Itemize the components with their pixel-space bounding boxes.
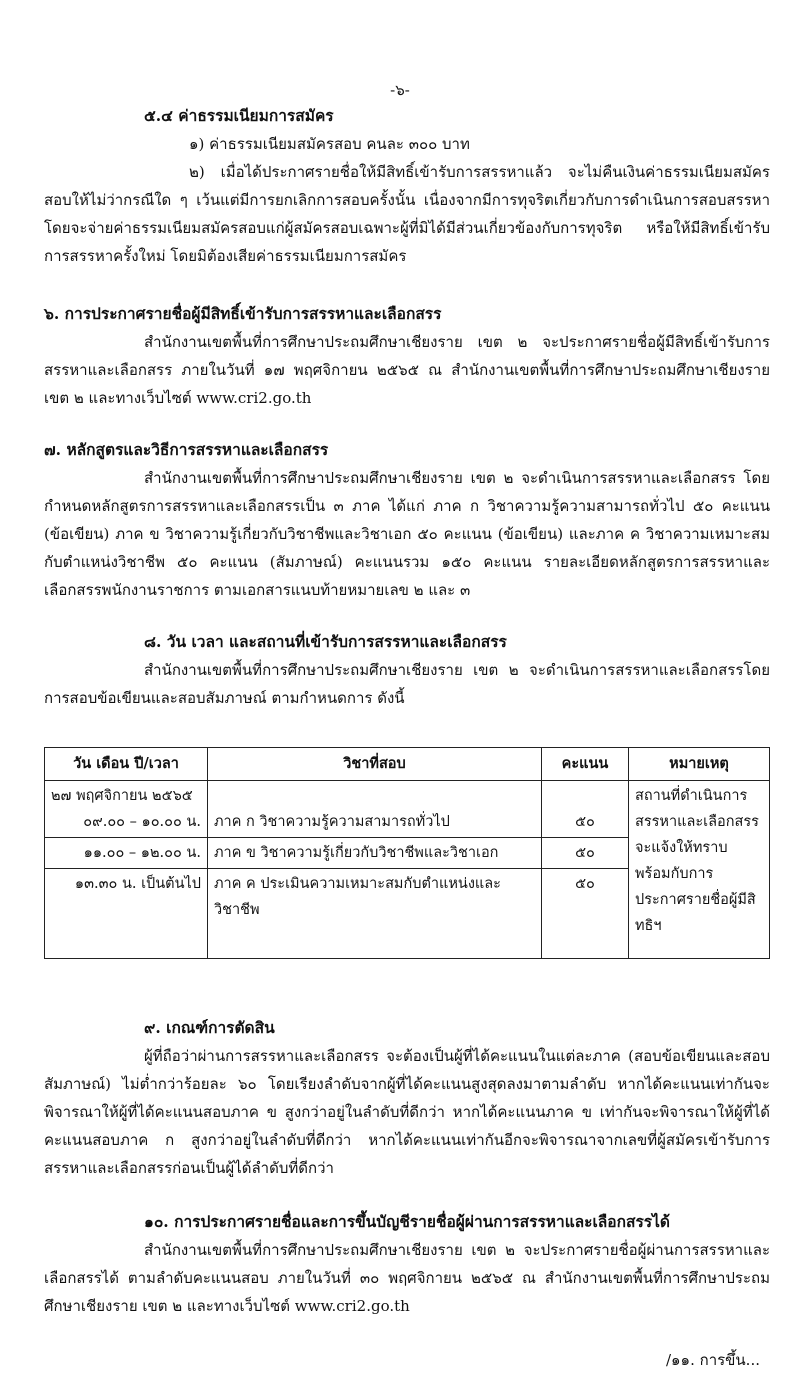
section-8-body: สำนักงานเขตพื้นที่การศึกษาประถมศึกษาเชียงราย เขต ๒ จะดำเนินการสรรหาและเลือกสรรโดยการสอบข้อเขียนและสอบสัมภาษณ์ ตามกำหนดการ ดังนี้ xyxy=(44,661,770,707)
subject-text: ภาค ข วิชาความรู้เกี่ยวกับวิชาชีพและวิชาเอก xyxy=(208,838,542,869)
header-subject: วิชาที่สอบ xyxy=(208,748,542,781)
section-8 xyxy=(44,628,770,712)
score-text: ๕๐ xyxy=(542,869,629,959)
fee-item-1: ๑) ค่าธรรมเนียมสมัครสอบ คนละ ๓๐๐ บาท xyxy=(189,135,470,153)
score-text: ๕๐ xyxy=(575,814,595,830)
subject-cell xyxy=(208,781,542,838)
section-10 xyxy=(44,1208,770,1320)
section-9 xyxy=(44,1014,770,1182)
section-10-heading: ๑๐. การประกาศรายชื่อและการขึ้นบัญชีรายชื่อผู้ผ่านการสรรหาและเลือกสรรได้ xyxy=(144,1212,670,1231)
section-5-4-heading: ๕.๔ ค่าธรรมเนียมการสมัคร xyxy=(144,106,334,125)
exam-schedule-table xyxy=(44,747,770,959)
time-slot: ๑๑.๐๐ – ๑๒.๐๐ น. xyxy=(45,838,208,869)
section-6-body: สำนักงานเขตพื้นที่การศึกษาประถมศึกษาเชียงราย เขต ๒ จะประกาศรายชื่อผู้มีสิทธิ์เข้ารับการสรรหาและเลือกสรร ภายในวันที่ ๑๗ พฤศจิกายน ๒๕๖๕ ณ สำนักงานเขตพื้นที่การศึกษาประถมศึกษาเชียงราย เขต ๒ และทางเว็บไซต์ www.cri2.go.th xyxy=(44,333,770,407)
page-number: -๖- xyxy=(390,81,410,99)
score-cell xyxy=(542,781,629,838)
score-text: ๕๐ xyxy=(542,838,629,869)
time-slot: ๑๓.๓๐ น. เป็นต้นไป xyxy=(45,869,208,959)
section-8-heading: ๘. วัน เวลา และสถานที่เข้ารับการสรรหาและเลือกสรร xyxy=(144,632,507,651)
table-row xyxy=(45,781,770,838)
section-7-body: สำนักงานเขตพื้นที่การศึกษาประถมศึกษาเชียงราย เขต ๒ จะดำเนินการสรรหาและเลือกสรร โดยกำหนดหลักสูตรการสรรหาและเลือกสรรเป็น ๓ ภาค ได้แก่ ภาค ก วิชาความรู้ความสามารถทั่วไป ๕๐ คะแนน (ข้อเขียน) ภาค ข วิชาความรู้เกี่ยวกับวิชาชีพและวิชาเอก ๕๐ คะแนน (ข้อเขียน) และภาค ค วิชาความเหมาะสมกับตำแหน่งวิชาชีพ ๕๐ คะแนน (สัมภาษณ์) คะแนนรวม ๑๕๐ คะแนน รายละเอียดหลักสูตรการสรรหาและเลือกสรรพนักงานราชการ ตามเอกสารแนบท้ายหมายเลข ๒ และ ๓ xyxy=(44,469,770,599)
header-score: คะแนน xyxy=(542,748,629,781)
section-9-body: ผู้ที่ถือว่าผ่านการสรรหาและเลือกสรร จะต้องเป็นผู้ที่ได้คะแนนในแต่ละภาค (สอบข้อเขียนและสอบสัมภาษณ์) ไม่ต่ำกว่าร้อยละ ๖๐ โดยเรียงลำดับจากผู้ที่ได้คะแนนสูงสุดลงมาตามลำดับ หากได้คะแนนเท่ากันจะพิจารณาให้ผู้ที่ได้คะแนนสอบภาค ข สูงกว่าอยู่ในลำดับที่ดีกว่า หากได้คะแนนภาค ข เท่ากันจะพิจารณาให้ผู้ที่ได้คะแนนสอบภาค ก สูงกว่าอยู่ในลำดับที่ดีกว่า หากได้คะแนนเท่ากันอีกจะพิจารณาจากเลขที่ผู้สมัครเข้ารับการสรรหาและเลือกสรรก่อนเป็นผู้ได้ลำดับที่ดีกว่า xyxy=(44,1047,770,1177)
table-header-row xyxy=(45,748,770,781)
subject-text: ภาค ก วิชาความรู้ความสามารถทั่วไป xyxy=(214,814,450,830)
header-remark: หมายเหตุ xyxy=(629,748,770,781)
exam-date: ๒๗ พฤศจิกายน ๒๕๖๕ xyxy=(51,788,193,804)
section-6-heading: ๖. การประกาศรายชื่อผู้มีสิทธิ์เข้ารับการสรรหาและเลือกสรร xyxy=(44,304,442,323)
continuation-note: /๑๑. การขึ้น... xyxy=(665,1351,760,1369)
fee-item-2: ๒) เมื่อได้ประกาศรายชื่อให้มีสิทธิ์เข้ารับการสรรหาแล้ว จะไม่คืนเงินค่าธรรมเนียมสมัครสอบให้ไม่ว่ากรณีใด ๆ เว้นแต่มีการยกเลิกการสอบครั้งนั้น เนื่องจากมีการทุจริตเกี่ยวกับการดำเนินการสอบสรรหาโดยจะจ่ายค่าธรรมเนียมสมัครสอบแก่ผู้สมัครสอบเฉพาะผู้ที่มิได้มีส่วนเกี่ยวข้องกับการทุจริต หรือให้มีสิทธิ์เข้ารับการสรรหาครั้งใหม่ โดยมิต้องเสียค่าธรรมเนียมการสมัคร xyxy=(44,163,770,265)
section-7 xyxy=(44,436,770,604)
header-date-time: วัน เดือน ปี/เวลา xyxy=(45,748,208,781)
section-10-body: สำนักงานเขตพื้นที่การศึกษาประถมศึกษาเชียงราย เขต ๒ จะประกาศรายชื่อผู้ผ่านการสรรหาและเลือกสรรได้ ตามลำดับคะแนนสอบ ภายในวันที่ ๓๐ พฤศจิกายน ๒๕๖๕ ณ สำนักงานเขตพื้นที่การศึกษาประถมศึกษาเชียงราย เขต ๒ และทางเว็บไซต์ www.cri2.go.th xyxy=(44,1241,770,1315)
section-7-heading: ๗. หลักสูตรและวิธีการสรรหาและเลือกสรร xyxy=(44,440,329,459)
section-6 xyxy=(44,300,770,412)
subject-text: ภาค ค ประเมินความเหมาะสมกับตำแหน่งและวิชาชีพ xyxy=(208,869,542,959)
time-slot: ๐๙.๐๐ – ๑๐.๐๐ น. xyxy=(83,814,201,830)
date-time-cell xyxy=(45,781,208,838)
section-9-heading: ๙. เกณฑ์การตัดสิน xyxy=(144,1018,275,1037)
remark-cell: สถานที่ดำเนินการสรรหาและเลือกสรร จะแจ้งให้ทราบพร้อมกับการประกาศรายชื่อผู้มีสิทธิฯ xyxy=(629,781,770,959)
section-5-4 xyxy=(44,102,770,270)
